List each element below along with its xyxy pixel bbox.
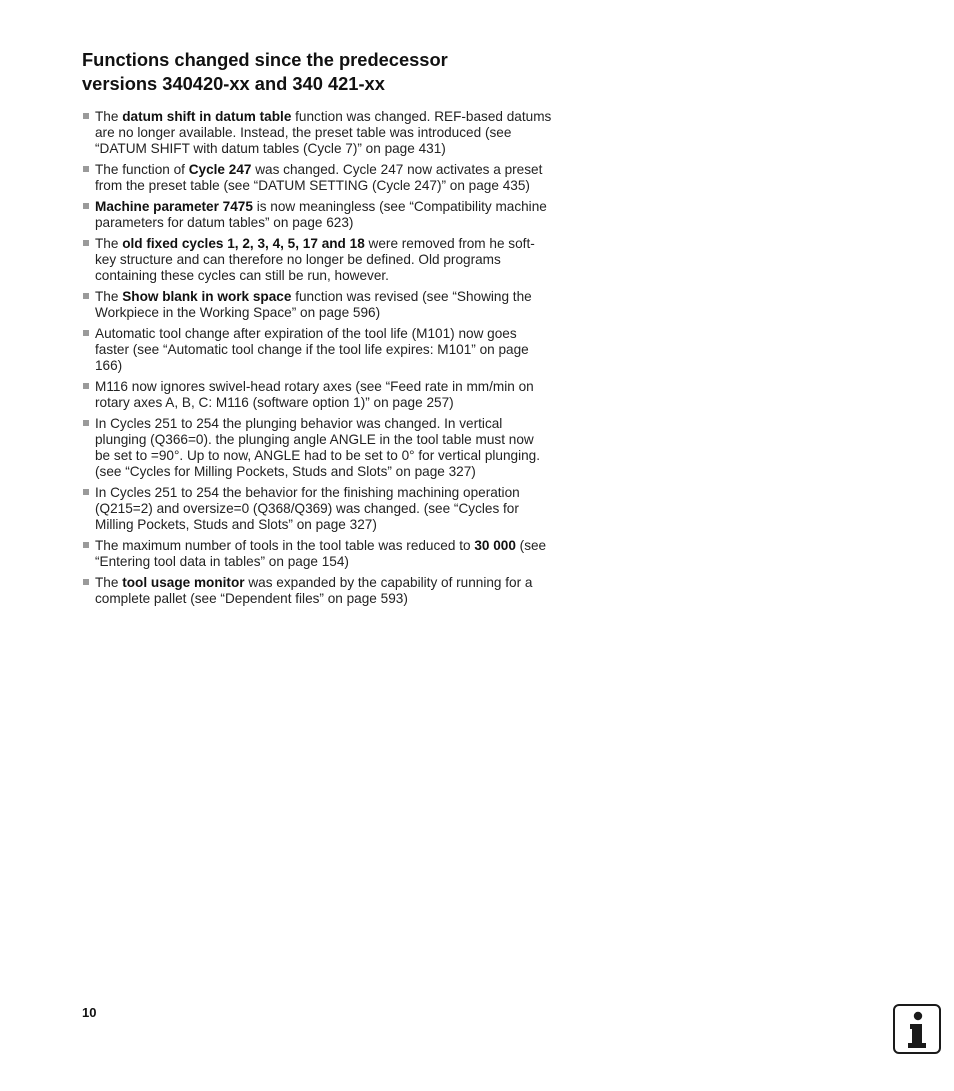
- body-text: The: [95, 236, 123, 251]
- list-item-text: [95, 109, 551, 156]
- info-icon: [893, 1004, 941, 1054]
- body-text: The: [95, 575, 123, 590]
- body-text: function was revised (see “Showing the Workpiece in the Working Space” on page 596): [95, 289, 532, 320]
- body-text: was expanded by the capability of running for a complete pallet (see “Dependent files” on page 593): [95, 575, 533, 606]
- heading-line-1: Functions changed since the predecessor: [82, 49, 448, 70]
- bullet-square-icon: [83, 166, 89, 172]
- body-text: function was changed. REF-based datums are no longer available. Instead, the preset table was introduced (see “DATUM SHIFT with datum tables (Cycle 7)” on page 431): [95, 109, 552, 156]
- list-item-text: [95, 485, 520, 532]
- list-item-text: [95, 416, 540, 479]
- list-item: [82, 538, 552, 570]
- list-item: [82, 199, 552, 231]
- body-text: The function of: [95, 162, 189, 177]
- body-text: Automatic tool change after expiration of the tool life (M101) now goes faster (see “Automatic tool change if the tool life expires: M101” on page 166): [95, 326, 529, 373]
- bullet-square-icon: [83, 542, 89, 548]
- list-item: [82, 162, 552, 194]
- list-item: [82, 379, 552, 411]
- emphasis-text: tool usage monitor: [122, 575, 245, 590]
- emphasis-text: Show blank in work space: [122, 289, 292, 304]
- list-item: [82, 109, 552, 157]
- emphasis-text: Machine parameter 7475: [95, 199, 253, 214]
- bullet-square-icon: [83, 420, 89, 426]
- body-text: is now meaningless (see “Compatibility machine parameters for datum tables” on page 623): [95, 199, 547, 230]
- list-item-text: [95, 289, 532, 320]
- bullet-square-icon: [83, 330, 89, 336]
- body-text: M116 now ignores swivel-head rotary axes (see “Feed rate in mm/min on rotary axes A, B, C: M116 (software option 1)” on page 257): [95, 379, 534, 410]
- bullet-square-icon: [83, 113, 89, 119]
- body-text: The: [95, 289, 123, 304]
- body-text: In Cycles 251 to 254 the behavior for the finishing machining operation (Q215=2) and oversize=0 (Q368/Q369) was changed. (see “Cycles for Milling Pockets, Studs and Slots” on page 327): [95, 485, 520, 532]
- body-text: was changed. Cycle 247 now activates a preset from the preset table (see “DATUM SETTING (Cycle 247)” on page 435): [95, 162, 543, 193]
- list-item-text: [95, 326, 529, 373]
- bullet-square-icon: [83, 579, 89, 585]
- body-text: The maximum number of tools in the tool table was reduced to: [95, 538, 475, 553]
- body-text: were removed from he soft-key structure and can therefore no longer be defined. Old programs containing these cycles can still be run, however.: [95, 236, 535, 283]
- body-text: In Cycles 251 to 254 the plunging behavior was changed. In vertical plunging (Q366=0). the plunging angle ANGLE in the tool table must now be set to =90°. Up to now, ANGLE had to be set to 0° for vertical plunging. (see “Cycles for Milling Pockets, Studs and Slots” on page 327): [95, 416, 541, 479]
- bullet-square-icon: [83, 240, 89, 246]
- bullet-square-icon: [83, 489, 89, 495]
- body-text: The: [95, 109, 123, 124]
- body-text: (see “Entering tool data in tables” on page 154): [95, 538, 547, 569]
- list-item: [82, 326, 552, 374]
- page-number: 10: [82, 1005, 97, 1020]
- list-item: [82, 236, 552, 284]
- changes-list: [82, 109, 552, 612]
- list-item-text: [95, 538, 546, 569]
- list-item-text: [95, 575, 532, 606]
- list-item: [82, 416, 552, 480]
- list-item-text: [95, 236, 535, 283]
- emphasis-text: old fixed cycles 1, 2, 3, 4, 5, 17 and 18: [122, 236, 365, 251]
- list-item-text: [95, 379, 534, 410]
- list-item-text: [95, 199, 547, 230]
- bullet-square-icon: [83, 293, 89, 299]
- bullet-square-icon: [83, 203, 89, 209]
- list-item: [82, 289, 552, 321]
- bullet-square-icon: [83, 383, 89, 389]
- section-heading: [82, 48, 602, 96]
- emphasis-text: datum shift in datum table: [122, 109, 292, 124]
- emphasis-text: 30 000: [474, 538, 516, 553]
- heading-line-2: versions 340420-xx and 340 421-xx: [82, 73, 385, 94]
- list-item-text: [95, 162, 542, 193]
- emphasis-text: Cycle 247: [188, 162, 252, 177]
- list-item: [82, 575, 552, 607]
- list-item: [82, 485, 552, 533]
